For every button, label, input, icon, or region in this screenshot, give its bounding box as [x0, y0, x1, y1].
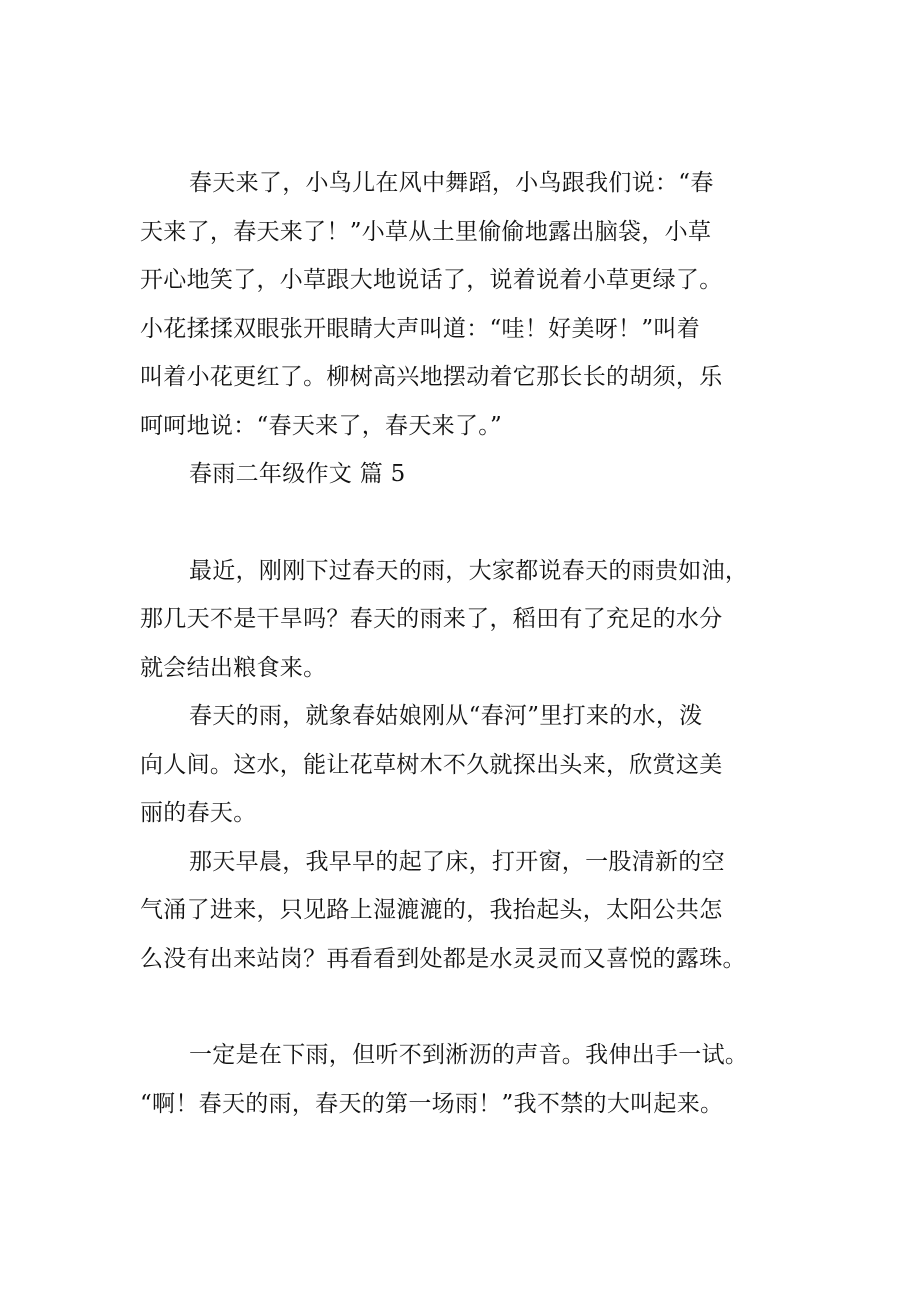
paragraph-3-line-1: 春天的雨，就象春姑娘刚从“春河”里打来的水，泼 [189, 703, 703, 729]
section-heading: 春雨二年级作文 篇 5 [189, 461, 406, 487]
paragraph-4-line-3: 么没有出来站岗？再看看到处都是水灵灵而又喜悦的露珠。 [140, 946, 746, 972]
paragraph-1-line-3: 开心地笑了，小草跟大地说话了，说着说着小草更绿了。 [140, 267, 723, 293]
paragraph-2-line-1: 最近，刚刚下过春天的雨，大家都说春天的雨贵如油， [189, 558, 749, 584]
paragraph-5-line-1: 一定是在下雨，但听不到淅沥的声音。我伸出手一试。 [189, 1042, 749, 1068]
paragraph-2-line-2: 那几天不是干旱吗？春天的雨来了，稻田有了充足的水分 [140, 606, 723, 632]
paragraph-2-line-3: 就会结出粮食来。 [140, 655, 327, 681]
paragraph-5-line-2: “啊！春天的雨，春天的第一场雨！”我不禁的大叫起来。 [140, 1091, 724, 1117]
paragraph-3-line-3: 丽的春天。 [140, 800, 257, 826]
paragraph-4-line-1: 那天早晨，我早早的起了床，打开窗，一股清新的空 [189, 849, 725, 875]
paragraph-4-line-2: 气涌了进来，只见路上湿漉漉的，我抬起头，太阳公共怎 [140, 897, 723, 923]
paragraph-1-line-4: 小花揉揉双眼张开眼睛大声叫道：“哇！好美呀！”叫着 [140, 316, 701, 342]
paragraph-1-line-1: 春天来了，小鸟儿在风中舞蹈，小鸟跟我们说：“春 [189, 170, 714, 196]
paragraph-3-line-2: 向人间。这水，能让花草树木不久就探出头来，欣赏这美 [140, 752, 723, 778]
paragraph-1-line-5: 叫着小花更红了。柳树高兴地摆动着它那长长的胡须，乐 [140, 364, 723, 390]
paragraph-1-line-2: 天来了，春天来了！”小草从土里偷偷地露出脑袋，小草 [140, 219, 712, 245]
paragraph-1-line-6: 呵呵地说：“春天来了，春天来了。” [140, 413, 503, 439]
